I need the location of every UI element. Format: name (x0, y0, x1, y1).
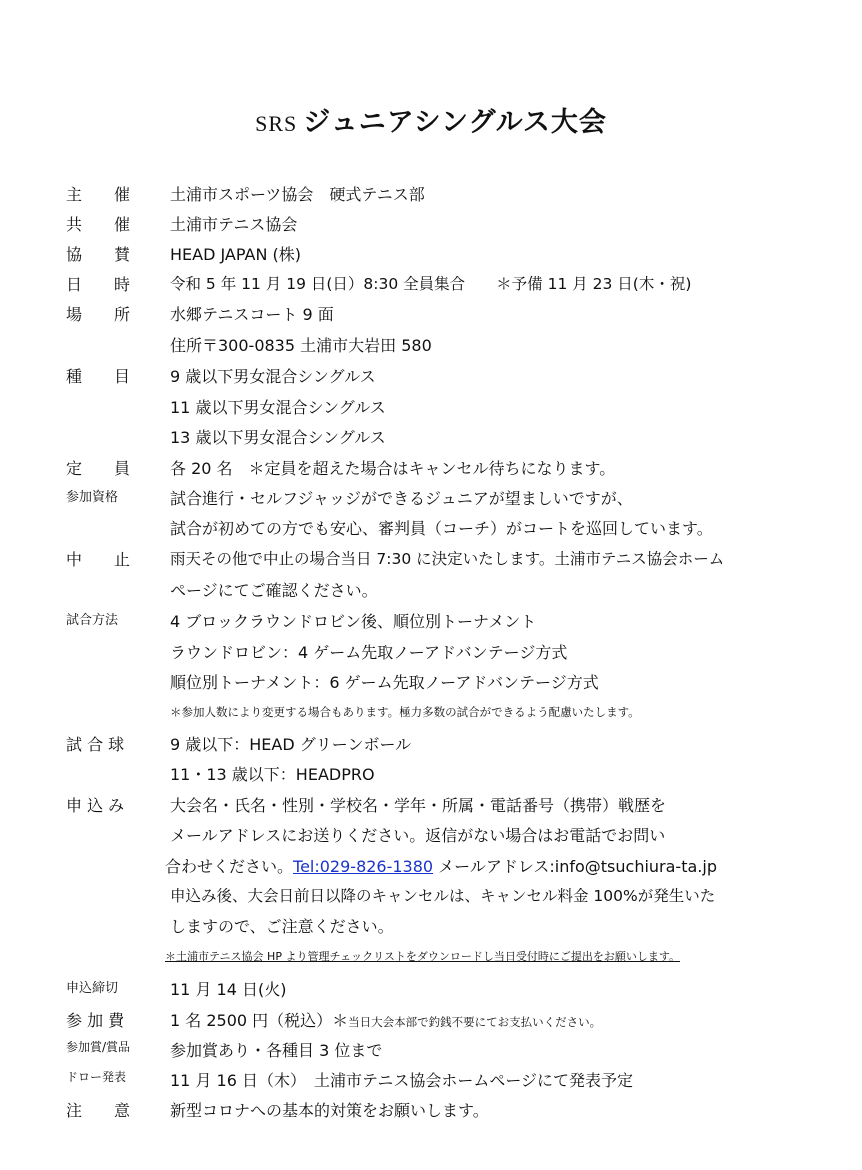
prizes-value: 参加賞あり・各種目 3 位まで (170, 1041, 383, 1060)
venue-address: 住所〒300-0835 土浦市大岩田 580 (170, 336, 432, 355)
label-capacity: 定 員 (66, 459, 130, 478)
apply-email: メールアドレス:info@tsuchiura-ta.jp (433, 857, 717, 876)
draw-value: 11 月 16 日（木） 土浦市テニス協会ホームページにて発表予定 (170, 1071, 634, 1090)
apply-line-4: 申込み後、大会日前日以降のキャンセルは、キャンセル料金 100%が発生いた (170, 887, 716, 905)
label-venue: 場 所 (66, 305, 130, 324)
label-datetime: 日 時 (66, 275, 130, 294)
label-events: 種 目 (66, 367, 130, 386)
events-line-3: 13 歳以下男女混合シングルス (170, 428, 386, 447)
events-line-2: 11 歳以下男女混合シングルス (170, 398, 386, 417)
label-eligibility: 参加資格 (66, 490, 119, 505)
format-line-2: ラウンドロビン：4 ゲーム先取ノーアドバンテージ方式 (170, 643, 568, 662)
page-title (0, 100, 862, 139)
label-organizer: 主 催 (66, 185, 130, 204)
title-main: ジュニアシングルス大会 (303, 107, 607, 138)
title-prefix: SRS (255, 111, 298, 136)
label-apply: 申 込 み (66, 796, 125, 815)
label-sponsor: 協 賛 (66, 245, 130, 264)
caution-value: 新型コロナへの基本的対策をお願いします。 (170, 1101, 489, 1120)
cancel-line-2: ページにてご確認ください。 (170, 581, 378, 600)
label-draw: ドロー発表 (66, 1070, 127, 1084)
fee-amount: 1 名 2500 円（税込）＊ (170, 1011, 349, 1030)
label-format: 試合方法 (66, 613, 119, 628)
label-balls: 試 合 球 (66, 735, 125, 754)
apply-line-5: しますので、ご注意ください。 (170, 917, 394, 936)
eligibility-line-2: 試合が初めての方でも安心、審判員（コーチ）がコートを巡回しています。 (170, 519, 713, 538)
format-note: ＊参加人数により変更する場合もあります。極力多数の試合ができるよう配慮いたします。 (170, 705, 640, 719)
datetime-value: 令和 5 年 11 月 19 日(日）8:30 全員集合 ＊予備 11 月 23 日(木・祝) (170, 275, 692, 293)
label-deadline: 申込締切 (66, 981, 119, 996)
eligibility-line-1: 試合進行・セルフジャッジができるジュニアが望ましいですが、 (170, 489, 633, 508)
format-line-1: 4 ブロックラウンドロビン後、順位別トーナメント (170, 612, 537, 631)
fee-note: 当日大会本部で釣銭不要にてお支払いください。 (348, 1015, 602, 1029)
apply-line-1: 大会名・氏名・性別・学校名・学年・所属・電話番号（携帯）戦歴を (170, 796, 667, 815)
apply-line-3-pre: 合わせください。 (165, 857, 294, 876)
apply-line-2: メールアドレスにお送りください。返信がない場合はお電話でお問い (170, 826, 666, 845)
balls-line-1: 9 歳以下：HEAD グリーンボール (170, 735, 412, 754)
label-fee: 参 加 費 (66, 1011, 125, 1030)
apply-line-3 (165, 854, 717, 877)
label-cancel: 中 止 (66, 550, 130, 569)
format-line-3: 順位別トーナメント：6 ゲーム先取ノーアドバンテージ方式 (170, 673, 599, 692)
deadline-value: 11 月 14 日(火) (170, 980, 287, 999)
label-prizes: 参加賞/賞品 (66, 1040, 131, 1054)
fee-value (170, 1008, 601, 1031)
label-caution: 注 意 (66, 1101, 130, 1120)
cancel-line-1: 雨天その他で中止の場合当日 7:30 に決定いたします。土浦市テニス協会ホーム (170, 550, 725, 568)
label-cohost: 共 催 (66, 215, 130, 234)
apply-note: ＊土浦市テニス協会 HP より管理チェックリストをダウンロードし当日受付時にご提出をお願いします。 (165, 950, 681, 963)
balls-line-2: 11・13 歳以下：HEADPRO (170, 765, 375, 784)
venue-value: 水郷テニスコート 9 面 (170, 305, 334, 324)
events-line-1: 9 歳以下男女混合シングルス (170, 367, 376, 386)
tel-link[interactable]: Tel:029-826-1380 (293, 857, 434, 876)
organizer-value: 土浦市スポーツ協会 硬式テニス部 (170, 185, 425, 204)
capacity-value: 各 20 名 ＊定員を超えた場合はキャンセル待ちになります。 (170, 459, 616, 478)
cohost-value: 土浦市テニス協会 (170, 215, 298, 234)
sponsor-value: HEAD JAPAN (株) (170, 245, 301, 264)
